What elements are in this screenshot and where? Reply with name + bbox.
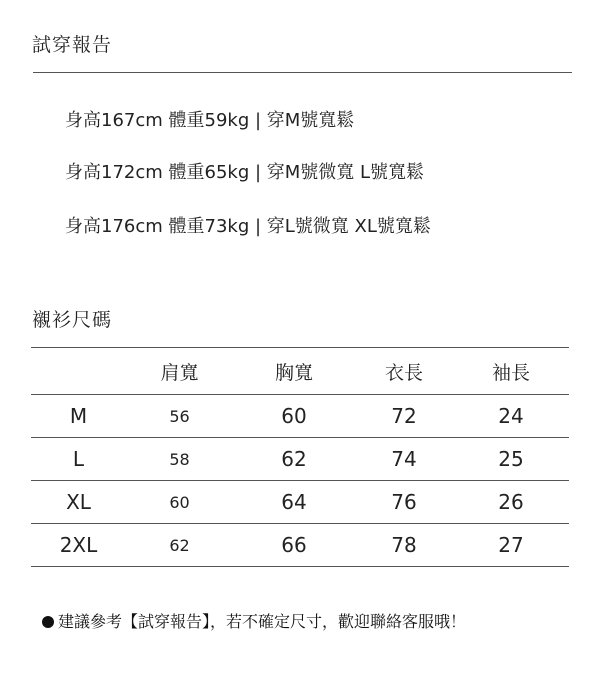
trial-report-line: 身高167cm 體重59kg | 穿M號寬鬆: [65, 110, 355, 131]
size-label: XL: [66, 490, 91, 514]
size-chart-table: [31, 347, 569, 567]
chest-value: 64: [281, 490, 307, 514]
table-row: [31, 438, 569, 481]
length-value: 76: [391, 490, 417, 514]
chest-value: 66: [281, 533, 307, 557]
sleeve-value: 25: [498, 447, 524, 471]
length-value: 74: [391, 447, 417, 471]
size-label: L: [72, 447, 85, 471]
chest-value: 62: [281, 447, 307, 471]
header-sleeve: 袖長: [491, 361, 530, 384]
bullet-icon: [42, 616, 54, 628]
footnote: [42, 609, 466, 632]
shoulder-value: 60: [169, 492, 190, 512]
table-row: [31, 395, 569, 438]
sleeve-value: 27: [498, 533, 524, 557]
trial-report-line: 身高172cm 體重65kg | 穿M號微寬 L號寬鬆: [65, 162, 425, 183]
trial-report-line: 身高176cm 體重73kg | 穿L號微寬 XL號寬鬆: [65, 216, 431, 237]
header-chest: 胸寬: [274, 361, 313, 384]
shoulder-value: 62: [169, 535, 190, 555]
size-chart-title: 襯衫尺碼: [32, 309, 113, 331]
sleeve-value: 26: [498, 490, 524, 514]
header-shoulder: 肩寬: [160, 361, 199, 384]
shoulder-value: 56: [169, 406, 190, 426]
sleeve-value: 24: [498, 404, 524, 428]
header-length: 衣長: [384, 361, 423, 384]
table-row: [31, 481, 569, 524]
trial-report-divider: [33, 72, 572, 73]
chest-value: 60: [281, 404, 307, 428]
shoulder-value: 58: [169, 449, 190, 469]
size-label: 2XL: [59, 533, 98, 557]
header-size: [31, 348, 126, 395]
length-value: 78: [391, 533, 417, 557]
footnote-text: 建議參考【試穿報告】，若不確定尺寸，歡迎聯絡客服哦！: [58, 612, 467, 631]
trial-report-title: 試穿報告: [32, 34, 113, 56]
table-header-row: [31, 348, 569, 395]
size-label: M: [69, 404, 88, 428]
length-value: 72: [391, 404, 417, 428]
table-row: [31, 524, 569, 567]
